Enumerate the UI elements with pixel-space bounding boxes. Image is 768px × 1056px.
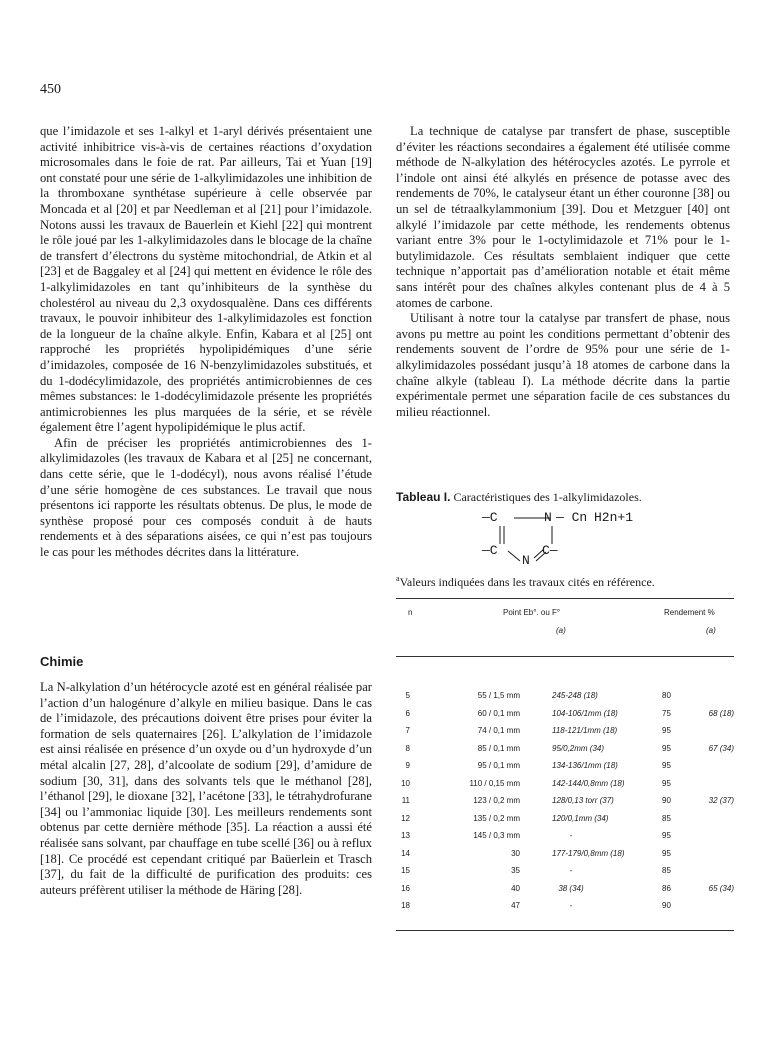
- cell-boiling-point-ref: -: [569, 901, 573, 910]
- structure-c-top: —C: [482, 510, 498, 525]
- header-yield: Rendement %: [664, 608, 715, 617]
- cell-boiling-point-ref: 245-248 (18): [552, 691, 598, 700]
- table-caption-text: Caractéristiques des 1-alkylimidazoles.: [450, 490, 642, 504]
- chimie-paragraph: La N-alkylation d’un hétérocycle azoté est en général réalisée par l’action d’un halogénure d’alkyle en milieu basique. Dans le cas de l’imidazole, des précautions doivent être prises pour éviter la formation de sels quaternaires [26]. L’alkylation de l’imidazole est ainsi réalisée en présence d’un oxyde ou d’un hydroxyde d’un métal alcalin [27, 28], d’alcoolate de sodium [29], d’amidure de sodium [30, 31], dans des solvants tels que le méthanol [28], l’éthanol [29], le dioxane [32], l’acétone [33], le tétrahydrofurane [34] ou l’ammoniac liquide [30]. Les meilleurs rendements sont obtenus par cette dernière méthode [35]. La réaction a aussi été réalisée sans solvant, par chauffage en tube scellé [36] ou à reflux [18]. Ce procédé est cependant critiqué par Baüerlein et Trasch [37], du fait de la difficulté de purification des produits: ces auteurs préfèrent utiliser la méthode de Häring [28].: [40, 680, 372, 897]
- table-row: [396, 709, 734, 723]
- table-row: [396, 761, 734, 775]
- right-column: [396, 124, 730, 420]
- table-caption-label: Tableau I.: [396, 490, 451, 504]
- cell-n: 10: [401, 778, 410, 788]
- cell-boiling-point: 55 / 1,5 mm: [477, 691, 520, 700]
- cell-yield: 95: [662, 761, 671, 770]
- header-boiling-point: Point Eb°. ou F°: [503, 608, 561, 617]
- cell-boiling-point: 85 / 0,1 mm: [477, 743, 520, 753]
- section-heading-chimie: Chimie: [40, 654, 84, 669]
- table-row: [396, 901, 734, 915]
- cell-boiling-point: 74 / 0,1 mm: [477, 726, 520, 735]
- structure-n-top: N: [544, 510, 552, 525]
- table-row: [396, 849, 734, 863]
- page-number: 450: [40, 82, 61, 97]
- cell-boiling-point-ref: 142-144/0,8mm (18): [552, 778, 625, 788]
- cell-yield: 86: [662, 883, 671, 893]
- imidazole-structure-formula: [480, 508, 690, 568]
- cell-boiling-point-ref: 177-179/0,8mm (18): [552, 848, 625, 858]
- cell-yield-ref: 67 (34): [708, 743, 734, 753]
- ptc-paragraph-1: La technique de catalyse par transfert de phase, susceptible d’éviter les réactions secondaires a également été utilisée comme méthode de N-alkylation des hétérocycles azotés. Le pyrrole et l’indole ont ainsi été alkylés en présence de potasse avec des rendements de 70%, le catalyseur étant un éther couronne [38] ou un sel de tétraalkylammonium [39]. Dou et Metzguer [40] ont alkylé l’imidazole par cette méthode, les rendements obtenus variant entre 3% pour le 1-octylimidazole et 71% pour le 1-butylimidazole. Ces résultats semblaient indiquer que cette technique n’apportait pas d’amélioration notable et était même sans intérêt pour des chaînes alkyles contenant plus de 4 à 5 atomes de carbone.: [396, 124, 730, 310]
- cell-boiling-point-ref: 128/0,13 torr (37): [552, 796, 614, 805]
- ptc-paragraph-2: Utilisant à notre tour la catalyse par transfert de phase, nous avons pu mettre au point les conditions permettant d’obtenir des rendements souvent de l’ordre de 95% pour une série de 1-alkylimidazoles possédant jusqu’à 18 atomes de carbone dans la chaîne alkyle (tableau I). La méthode décrite dans la partie expérimentale permet une séparation facile de ces substances du milieu réactionnel.: [396, 311, 730, 419]
- cell-boiling-point-ref: 104-106/1mm (18): [552, 708, 618, 718]
- cell-n: 5: [405, 691, 410, 700]
- cell-boiling-point: 135 / 0,2 mm: [473, 813, 520, 823]
- table-row: [396, 691, 734, 705]
- cell-boiling-point: 95 / 0,1 mm: [477, 761, 520, 770]
- cell-n: 6: [405, 708, 410, 718]
- cell-yield: 90: [662, 901, 671, 910]
- cell-n: 12: [401, 813, 410, 823]
- table-row: [396, 866, 734, 880]
- cell-yield: 85: [662, 813, 671, 823]
- cell-boiling-point: 30: [511, 848, 520, 858]
- footnote-text: Valeurs indiquées dans les travaux cités en référence.: [399, 575, 655, 589]
- cell-yield: 95: [662, 743, 671, 753]
- cell-yield-ref: 32 (37): [708, 796, 734, 805]
- header-rdt-ref-marker: (a): [706, 626, 716, 635]
- cell-yield: 95: [662, 778, 671, 788]
- table-row: [396, 814, 734, 828]
- chimie-section: [40, 680, 372, 898]
- table-row: [396, 744, 734, 758]
- table-row: [396, 726, 734, 740]
- header-n: n: [408, 608, 413, 617]
- cell-n: 16: [401, 883, 410, 893]
- cell-yield: 95: [662, 831, 671, 840]
- structure-c-bottom: —C: [482, 543, 498, 558]
- cell-n: 14: [401, 848, 410, 858]
- table-row: [396, 831, 734, 845]
- table-bottom-rule: [396, 930, 734, 931]
- cell-boiling-point: 35: [511, 866, 520, 875]
- cell-n: 15: [401, 866, 410, 875]
- cell-boiling-point: 123 / 0,2 mm: [473, 796, 520, 805]
- cell-boiling-point-ref: -: [569, 831, 573, 840]
- cell-n: 7: [405, 726, 410, 735]
- table-footnote: [396, 574, 655, 590]
- cell-n: 18: [401, 901, 410, 910]
- cell-boiling-point-ref: 95/0,2mm (34): [552, 743, 605, 753]
- cell-yield-ref: 65 (34): [708, 883, 734, 893]
- cell-boiling-point-ref: 38 (34): [558, 883, 584, 893]
- structure-h: H2n+1: [594, 510, 634, 525]
- cell-boiling-point-ref: 134-136/1mm (18): [552, 761, 618, 770]
- cell-boiling-point: 40: [511, 883, 520, 893]
- table-header-rule: [396, 656, 734, 657]
- cell-yield: 90: [662, 796, 671, 805]
- table-top-rule: [396, 598, 734, 599]
- cell-boiling-point: 145 / 0,3 mm: [473, 831, 520, 840]
- intro-paragraph-2: Afin de préciser les propriétés antimicrobiennes des 1-alkylimidazoles (les travaux de Kabara et al [25] ne concernant, dans cette série, que le 1-dodécyl), nous avons réalisé l’étude d’une série homogène de ces substances. Le travail que nous présentons ici rapporte les résultats obtenus. De plus, le mode de synthèse proposé pour ces composés conduit à de hauts rendements et à des séparations aisées, ce qui n’est pas toujours le cas pour les méthodes décrites dans la littérature.: [40, 435, 372, 560]
- cell-n: 13: [401, 831, 410, 840]
- cell-yield: 95: [662, 848, 671, 858]
- cell-boiling-point-ref: 118-121/1mm (18): [552, 726, 618, 735]
- footnote-marker: a: [396, 574, 400, 583]
- table-row: [396, 796, 734, 810]
- structure-c-right: C—: [542, 543, 558, 558]
- table-row: [396, 884, 734, 898]
- table-caption: [396, 490, 642, 505]
- cell-yield: 85: [662, 866, 671, 875]
- cell-n: 8: [405, 743, 410, 753]
- cell-boiling-point-ref: -: [569, 866, 573, 875]
- cell-boiling-point: 47: [511, 901, 520, 910]
- cell-boiling-point-ref: 120/0,1mm (34): [552, 813, 609, 823]
- cell-yield: 75: [662, 708, 671, 718]
- left-column: [40, 124, 372, 561]
- cell-boiling-point: 110 / 0,15 mm: [469, 778, 520, 788]
- cell-n: 9: [405, 761, 410, 770]
- cell-yield: 95: [662, 726, 671, 735]
- structure-cn: — Cn: [556, 510, 588, 525]
- cell-n: 11: [401, 796, 410, 805]
- table-row: [396, 779, 734, 793]
- cell-yield: 80: [662, 691, 671, 700]
- intro-paragraph-1: que l’imidazole et ses 1-alkyl et 1-aryl dérivés présentaient une activité inhibitrice vis-à-vis de certaines réactions d’oxydation microsomales dans le foie de rat. Par ailleurs, Tai et Yuan [19] ont constaté pour une série de 1-alkylimidazoles une inhibition de la thromboxane synthétase supérieure à celle observée par Moncada et al [20] et par Needleman et al [21] pour l’imidazole. Notons aussi les travaux de Bauerlein et Kiehl [22] qui montrent le rôle joué par les 1-alkylimidazoles dans le blocage de la chaîne de transfert d’électrons du système mitochondrial, de Atkin et al [23] et de Baggaley et al [24] qui mettent en évidence le rôle des 1-alkylimidazoles en tant qu’inhibiteurs de la synthèse du cholestérol au niveau du 2,3 oxydosqualène. Dans ces différents travaux, le pouvoir inhibiteur des 1-alkylimidazoles est fonction de la longueur de la chaîne alkyle. Enfin, Kabara et al [25] ont rapproché les propriétés hypolipidémiques d’une série d’imidazoles, composée de 16 N-benzylimidazoles substitués, et du 1-dodécylimidazole, des propriétés antimicrobiennes de ces mêmes substances: le 1-dodécylimidazole présente les propriétés antimicrobiennes les plus marquées de la série, et se révèle également être l’agent hypolipidémique le plus actif.: [40, 124, 372, 435]
- header-eb-ref-marker: (a): [556, 626, 566, 635]
- cell-yield-ref: 68 (18): [708, 708, 734, 718]
- cell-boiling-point: 60 / 0,1 mm: [477, 708, 520, 718]
- structure-n-bottom: N: [522, 553, 530, 568]
